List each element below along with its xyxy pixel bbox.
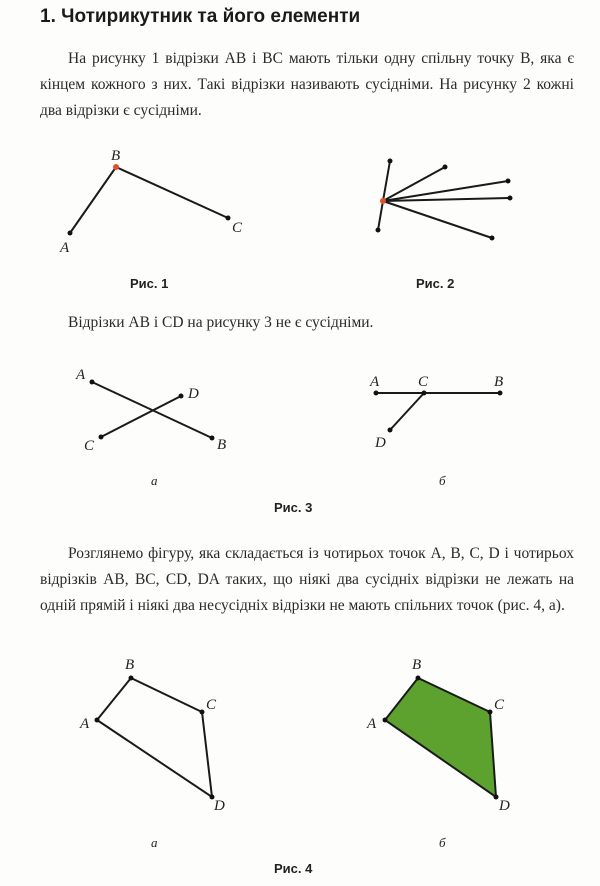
caption-fig1: Рис. 1 <box>130 276 169 291</box>
common-point <box>380 198 386 204</box>
label-d: D <box>188 386 199 402</box>
label-c: C <box>206 697 217 713</box>
label-c: C <box>232 220 243 236</box>
label-d: D <box>214 798 225 814</box>
label-c: C <box>418 374 429 390</box>
label-a: A <box>370 374 380 390</box>
label-b: B <box>125 657 135 673</box>
section-title: 1. Чотирикутник та його елементи <box>40 6 361 27</box>
label-a: A <box>76 367 86 383</box>
caption-b: б <box>439 835 446 850</box>
figure-3b <box>274 374 503 515</box>
point-c <box>226 216 231 221</box>
label-a: A <box>60 240 70 256</box>
label-d: D <box>375 435 386 451</box>
label-b: B <box>494 374 504 390</box>
paragraph-quadrilateral: Розглянемо фігуру, яка складається із чотирьох точок A, B, C, D і чотирьох відрізків AB, BC, CD, DA таких, що ніякі два сусідніх відрізки не лежать на одній прямій і ніякі два несусідніх відрізки не мають спільних точок (рис. 4, a). <box>40 545 574 614</box>
caption-a: а <box>151 835 158 850</box>
quadrilateral-filled <box>385 678 496 797</box>
label-b: B <box>412 657 422 673</box>
paragraph-nonadjacent: Відрізки AB і CD на рисунку 3 не є сусідніми. <box>68 314 374 331</box>
segments-ab-bc <box>70 167 228 233</box>
point-a <box>68 231 73 236</box>
figure-2 <box>376 159 513 292</box>
figure-1 <box>59 148 243 291</box>
figure-3a <box>75 367 226 488</box>
label-c: C <box>84 438 95 454</box>
figure-4a <box>79 657 225 850</box>
label-b: B <box>217 437 227 453</box>
label-d: D <box>499 798 510 814</box>
label-a: A <box>80 716 90 732</box>
quadrilateral-outline <box>97 678 212 797</box>
caption-a: а <box>151 473 158 488</box>
label-c: C <box>494 697 505 713</box>
point-b <box>113 164 119 170</box>
paragraph-adjacent-definition: На рисунку 1 відрізки AB і BC мають тільки одну спільну точку B, яка є кінцем кожного з них. Такі відрізки називають сусідніми. На рисунку 2 кожні два відрізки є сусідніми. <box>40 50 574 119</box>
caption-fig4: Рис. 4 <box>274 861 313 876</box>
caption-fig3: Рис. 3 <box>274 500 313 515</box>
caption-b: б <box>439 473 446 488</box>
label-a: A <box>367 716 377 732</box>
figure-4b <box>274 657 510 876</box>
label-b: B <box>111 148 121 164</box>
caption-fig2: Рис. 2 <box>416 276 455 291</box>
